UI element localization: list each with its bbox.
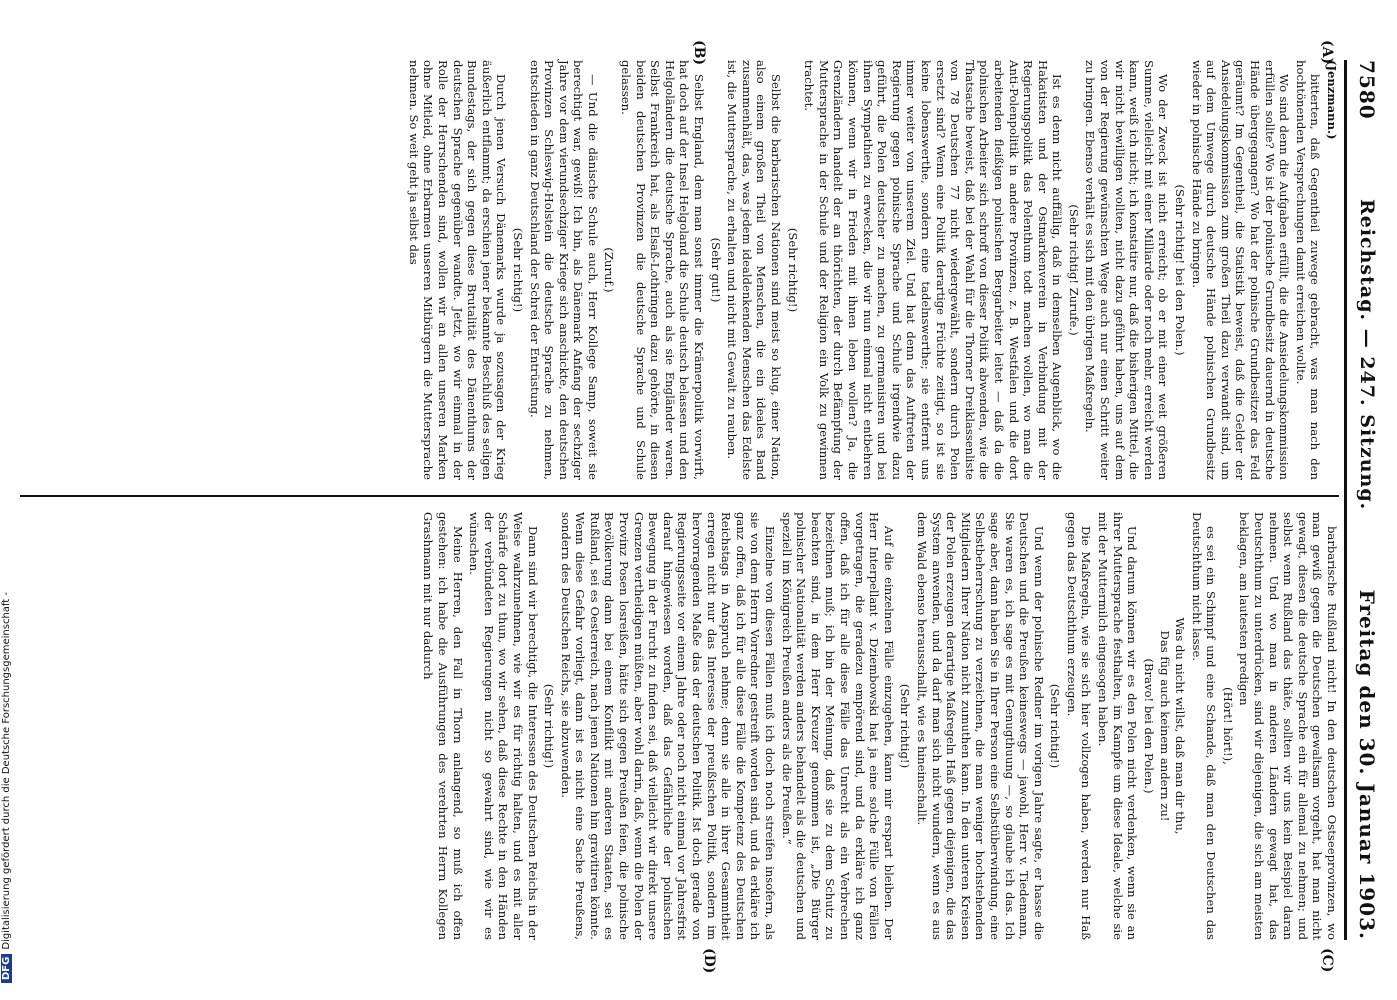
interjection: (Sehr richtig!) <box>898 683 913 769</box>
interjection: (Hört! hört!), <box>1220 687 1235 765</box>
paragraph: Und darum können wir es den Polen nicht verdenken, wenn sie an ihrer Muttersprache festhalten, im Kampfe um diese Ideale, welche sie mit der Muttermilch eingesogen haben. <box>1096 512 1140 940</box>
paragraph: Dann sind wir berechtigt, die Interessen des Deutschen Reichs in der Weise wahrzunehmen, wie wir es für richtig halten, und es mit aller Schärfe dort zu thun, wo wir sehen, daß diese Rechte in den Händen der verbündeten Regierungen nicht so gewahrt sind, wie wir es wünschen. <box>467 512 540 940</box>
interjection: (Sehr richtig!) <box>785 227 800 313</box>
right-column <box>20 512 1339 940</box>
dfg-logo: DFG <box>1 954 12 983</box>
paragraph: Selbst England, dem man sonst immer die Krämerpolitik vorwirft, hat doch auf der Insel Helgoland die Schule deutsch belassen und den Helgoländern die deutsche Sprache, auch als sie Engländer waren. Selbst Frankreich hat, als Elsaß-Lothringen dazu gehörte, in diesen beiden deutschen Provinzen die deutsche Sprache und Schule gelassen. <box>619 60 707 480</box>
paragraph: Selbst die barbarischen Nationen sind meist so klug, einer Nation, also einem großen Theil von Menschen, die ein ideales Band zusammenhält, das, was jedem idealdenkenden Menschen das Edelste ist, die Muttersprache, zu erhalten und nicht mit Gewalt zu rauben. <box>725 60 784 480</box>
interjection: (Zuruf.) <box>602 247 617 293</box>
paragraph: barbarische Rußland nicht! In den deutschen Ostseeprovinzen, wo man gewiß gegen die Deutschen gewaltsam vorgeht, hat man nicht gewagt, diesen die deutsche Sprache ein für allemal zu nehmen; und selbst wenn Rußland das thäte, sollten wir uns kein Beispiel daran nehmen. Und wo man in anderen Ländern gewagt hat, das Deutschthum zu unterdrücken, sind wir diejenigen, die sich am meisten beklagen, am lautesten predigen <box>1237 512 1339 940</box>
speaker-name: (Jenzmann.) <box>1325 60 1339 140</box>
interjection: (Bravo! bei den Polen.) <box>1141 658 1156 794</box>
paragraph: — Und die dänische Schule auch, Herr Kollege Samp, soweit sie berechtigt war, gewiß! Ich bin, als Dänemark Anfang der sechziger Jahre vor dem vierundsechziger Kriege sich anschickte, den deutschen Provinzen Schleswig-Holstein die deutsche Sprache zu nehmen, entschieden in ganz Deutschland der Schrei der Entrüstung. <box>527 60 600 480</box>
interjection: (Sehr richtig! Zurufe.) <box>1066 204 1081 336</box>
paragraph: bitterten, daß Gegentheil zuwege gebracht, was man nach den hochtönenden Versprechungen damit erreichen wollte. <box>1293 60 1323 480</box>
margin-letter-c: (C) <box>1319 948 1335 973</box>
paragraph: Durch jenen Versuch Dänemarks wurde ja sozusagen der Krieg äußerlich entflammt; da erschien jener bekannte Beschluß des seligen Bundestags, der sich gegen diese Brutalität des Dänenthums der deutschen Sprache gegenüber wandte. Jetzt, wo wir einmal in der Rolle der Herrschenden sind, wollen wir an allen unseren Marken ohne Mitleid, ohne Erbarmen unseren Mitbürgern die Muttersprache nehmen. So weit geht ja selbst das <box>406 60 509 480</box>
paragraph: es sei ein Schimpf und eine Schande, daß man den Deutschen das Deutschthum nicht lasse. <box>1189 512 1219 940</box>
interjection: Was du nicht willst, daß man dir thu, Das füg auch keinem andern zu! <box>1158 617 1188 835</box>
page-header <box>1347 60 1387 940</box>
paragraph: Einzelne von diesen Fällen muß ich doch noch streifen insofern, als sie von dem Herrn Vorredner gestreift worden sind, und da erkläre ich ganz offen, daß ich für alle diese Fälle die Kompetenz des Deutschen Reichstags in Anspruch nehme; denn sie alle in ihrer Gesammtheit erregen nicht nur das Interesse der preußischen Politik, sondern im hervorragenden Maße das der deutschen Politik. Ist doch gerade von Regierungsseite vor einem Jahre oder noch nicht einmal vor Jahresfrist darauf hingewiesen worden, daß das Gefährliche der polnischen Bewegung in der Furcht zu finden sei, daß vielleicht wir direkt unsere Grenzen vertheidigen müßten, aber wohl darin, daß, wenn die Polen der Provinz Posen losreißen, hätte sich gegen Preußen feien, die polnische Bevölkerung dann bei einem Konflikt mit anderen Staaten, sei es Rußland, sei es Oesterreich, nach jenen Nationen hin gravitiren könnte. Wenn diese Gefahr vorliegt, dann ist es nicht eine Sache Preußens, sondern des Deutschen Reichs, sie abzuwenden. <box>558 512 778 940</box>
interjection: (Sehr richtig!) <box>510 227 525 313</box>
page-title: Reichstag. — 247. Sitzung. <box>1356 198 1378 511</box>
credit-text: Digitalisierung gefördert durch die Deutsche Forschungsgemeinschaft - <box>1 592 12 950</box>
interjection: (Sehr richtig! bei den Polen.) <box>1173 184 1188 356</box>
margin-letter-b: (B) <box>691 40 707 66</box>
paragraph: Die Maßregeln, wie sie sich hier vollzogen haben, werden nur Haß gegen das Deutschthum erzeugen. <box>1064 512 1094 940</box>
column-divider <box>20 495 1339 497</box>
margin-letter-d: (D) <box>701 948 717 974</box>
left-column <box>20 60 1339 480</box>
interjection: (Sehr gut!) <box>708 237 723 303</box>
digitization-credit <box>1 3 15 983</box>
interjection: (Sehr richtig!) <box>1048 683 1063 769</box>
header-rule <box>1344 60 1347 940</box>
paragraph: Wo der Zweck ist nicht erreicht; ob er mit einer weit größeren Summe, vielleicht mit einer Milliarde oder noch mehr, erreicht werden kann, weiß ich nicht; ich konstatire nur, daß die bisherigen Mittel, die wir nicht bewilligen wollten, nicht dazu geführt haben, uns auf dem von der Regierung gewünschten Wege auch nur einen Schritt weiter zu bringen. Ebenso verhält es sich mit den übrigen Maßregeln. <box>1083 60 1171 480</box>
page-number: 7580 <box>1355 60 1379 120</box>
paragraph: Meine Herren, den Fall in Thorn anlangend, so muß ich offen gestehen: ich habe die Ausführungen des verehrten Herrn Kollegen Grashmann mit nur dadurch <box>421 512 465 940</box>
interjection: (Sehr richtig!) <box>542 683 557 769</box>
page-date: Freitag den 30. Januar 1903. <box>1355 589 1379 940</box>
paragraph: Ist es denn nicht auffällig, daß in demselben Augenblick, wo die Hakatisten und der Ostmarkenverein in Verbindung mit der Regierungspolitik das Polenthum todt machen wollen, wo man die Anti-Polenpolitik in andere Provinzen, z. B. Westfalen und die dort arbeitenden fleißigen polnischen Bergarbeiter leitet — daß da die polnischen Arbeiter sich schroff von dieser Politik abwenden, wie die Thatsache beweist, daß bei der Wahl für die Thorner Dreiklassenliste von 78 Deutschen 77 nicht wiedergewählt, sondern durch Polen ersetzt sind? Wenn eine Politik derartige Früchte zeitigt, so ist sie keine lobenswerthe, sondern eine tadelnswerthe; sie entfernt uns immer weiter von unserem Ziel. Und hat denn das Auftreten der Regierung gegen polnische Sprache und Schule irgendwie dazu geführt, die Polen deutscher zu machen, zu germanisiren und bei ihnen Sympathien zu erwecken, die wir nun einmal nicht entbehren können, wenn wir in Frieden mit ihnen leben wollen? Ja, die Grenzländern handelt der an thörichten, der durch Befämpfung der Muttersprache in der Schule und der Religion ein Volk zu gewinnen trachtet. <box>802 60 1065 480</box>
paragraph: Wo sind denn die Aufgaben erfüllt, die die Ansiedelungskommission erfüllen sollte? Wo ist der polnische Grundbesitz dauernd in deutsche Hände übergegangen? Wo hat der polnische Grundbesitzer das Feld geräumt? Im Gegentheil, die Statistik beweist, daß die Gelder der Ansiedelungskommission zum großen Theil dazu verwandt sind, um auf dem Umwege durch deutsche Hände polnischen Grundbesitz wieder in polnische Hände zu bringen. <box>1189 60 1292 480</box>
paragraph: Auf die einzelnen Fälle einzugehen, kann mir erspart bleiben. Der Herr Interpellant v. Dziembowski hat ja eine solche Fülle von Fällen vorgetragen, die geradezu empörend sind, und da erkläre ich ganz offen, daß ich für alle diese Fälle das Unrecht als ein Verbrechen bezeichnen muß; ich bin der Meinung, daß sie zu dem Schutz zu beachten sind, in dem Herr Kreuzer genommen ist, „Die Bürger polnischer Nationalität werden anders behandelt als die deutschen und speziell im Königreich Preußen anders als die Preußen.“ <box>779 512 896 940</box>
margin-letter-a: (A) <box>1319 40 1335 65</box>
paragraph: Und wenn der polnische Redner im vorigen Jahre sagte, er hasse die Deutschen und die Preußen keineswegs — jawohl, Herr v. Tiedemann, Sie waren es, ich sage es mit Genugthuung —, so glaube ich das. Ich sage aber, dann haben Sie in Ihrer Person eine Selbstüberwindung, eine Selbstbeherrschung zu verzeichnen, die man weniger hochstehenden Mitgliedern Ihrer Nation nicht zumuthen kann. In den unteren Kreisen der Polen erzeugen derartige Maßregeln Haß gegen diejenigen, die das System anwenden, und da darf man sich nicht wundern, wenn es aus dem Wald ebenso herausschallt, wie es hineinschallt. <box>914 512 1046 940</box>
